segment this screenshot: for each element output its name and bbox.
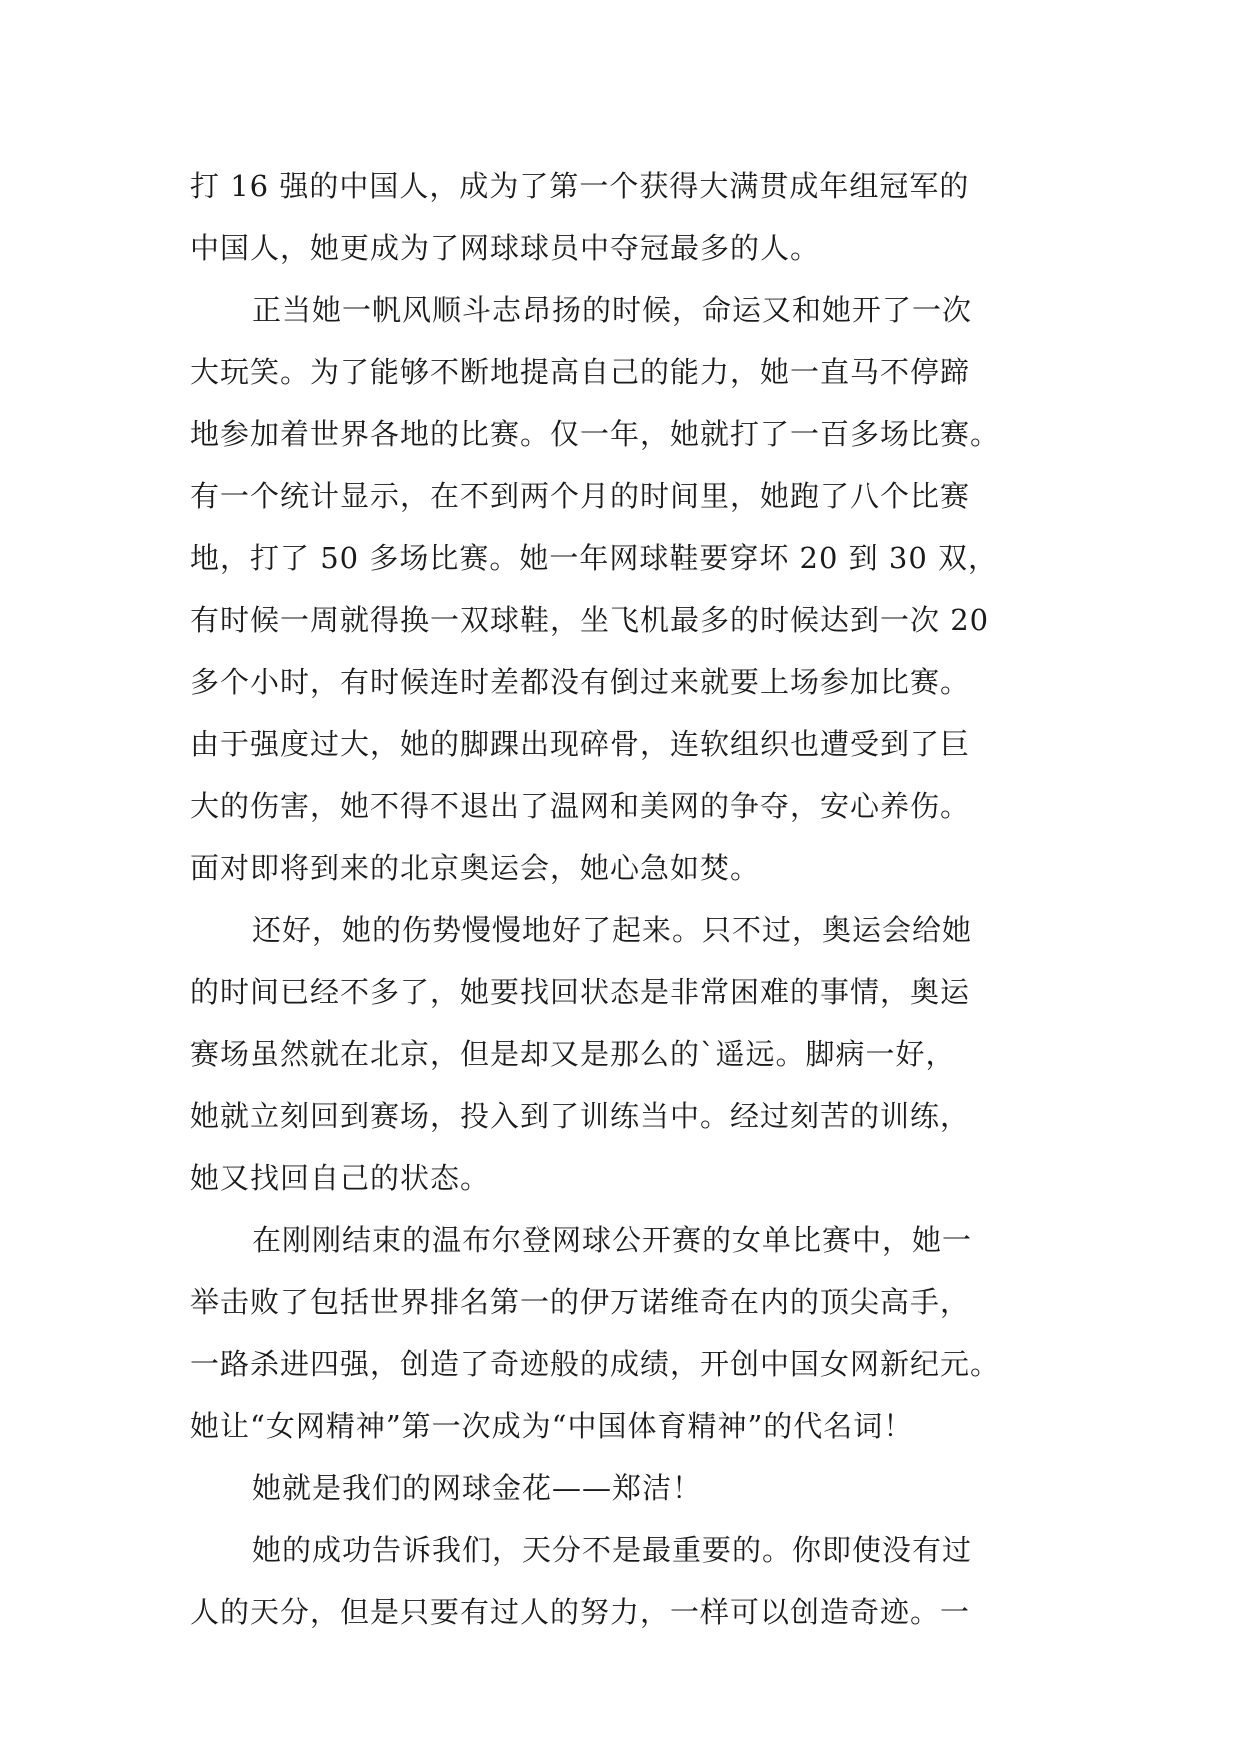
body-text [190, 155, 1070, 1643]
text-line: 赛场虽然就在北京，但是却又是那么的`遥远。脚病一好， [190, 1037, 956, 1071]
text-line: 多个小时，有时候连时差都没有倒过来就要上场参加比赛。 [190, 665, 971, 699]
text-line: 她就立刻回到赛场，投入到了训练当中。经过刻苦的训练， [190, 1099, 971, 1133]
text-line: 一路杀进四强，创造了奇迹般的成绩，开创中国女网新纪元。 [190, 1347, 1001, 1381]
text-line: 地参加着世界各地的比赛。仅一年，她就打了一百多场比赛。 [190, 417, 1001, 451]
text-line: 她让“女网精神”第一次成为“中国体育精神”的代名词！ [190, 1409, 914, 1443]
paragraph-start-line: 还好，她的伤势慢慢地好了起来。只不过，奥运会给她 [252, 913, 973, 947]
paragraph-start-line: 正当她一帆风顺斗志昂扬的时候，命运又和她开了一次 [252, 293, 973, 327]
text-line: 由于强度过大，她的脚踝出现碎骨，连软组织也遭受到了巨 [190, 727, 971, 761]
paragraph-start-line: 她的成功告诉我们，天分不是最重要的。你即使没有过 [252, 1533, 973, 1567]
text-line: 地，打了 50 多场比赛。她一年网球鞋要穿坏 20 到 30 双， [190, 541, 999, 575]
text-line: 打 16 强的中国人，成为了第一个获得大满贯成年组冠军的 [190, 169, 970, 203]
paragraph-start-line: 在刚刚结束的温布尔登网球公开赛的女单比赛中，她一 [252, 1223, 973, 1257]
text-line: 举击败了包括世界排名第一的伊万诺维奇在内的顶尖高手， [190, 1285, 971, 1319]
text-line: 她又找回自己的状态。 [190, 1161, 491, 1195]
text-line: 人的天分，但是只要有过人的努力，一样可以创造奇迹。一 [190, 1595, 971, 1629]
text-line: 面对即将到来的北京奥运会，她心急如焚。 [190, 851, 761, 885]
text-line: 大的伤害，她不得不退出了温网和美网的争夺，安心养伤。 [190, 789, 971, 823]
text-line: 中国人，她更成为了网球球员中夺冠最多的人。 [190, 231, 821, 265]
text-line: 有时候一周就得换一双球鞋，坐飞机最多的时候达到一次 20 [190, 603, 990, 637]
text-line: 大玩笑。为了能够不断地提高自己的能力，她一直马不停蹄 [190, 355, 971, 389]
text-line: 有一个统计显示，在不到两个月的时间里，她跑了八个比赛 [190, 479, 971, 513]
text-line: 的时间已经不多了，她要找回状态是非常困难的事情，奥运 [190, 975, 971, 1009]
paragraph-start-line: 她就是我们的网球金花——郑洁！ [252, 1471, 703, 1505]
